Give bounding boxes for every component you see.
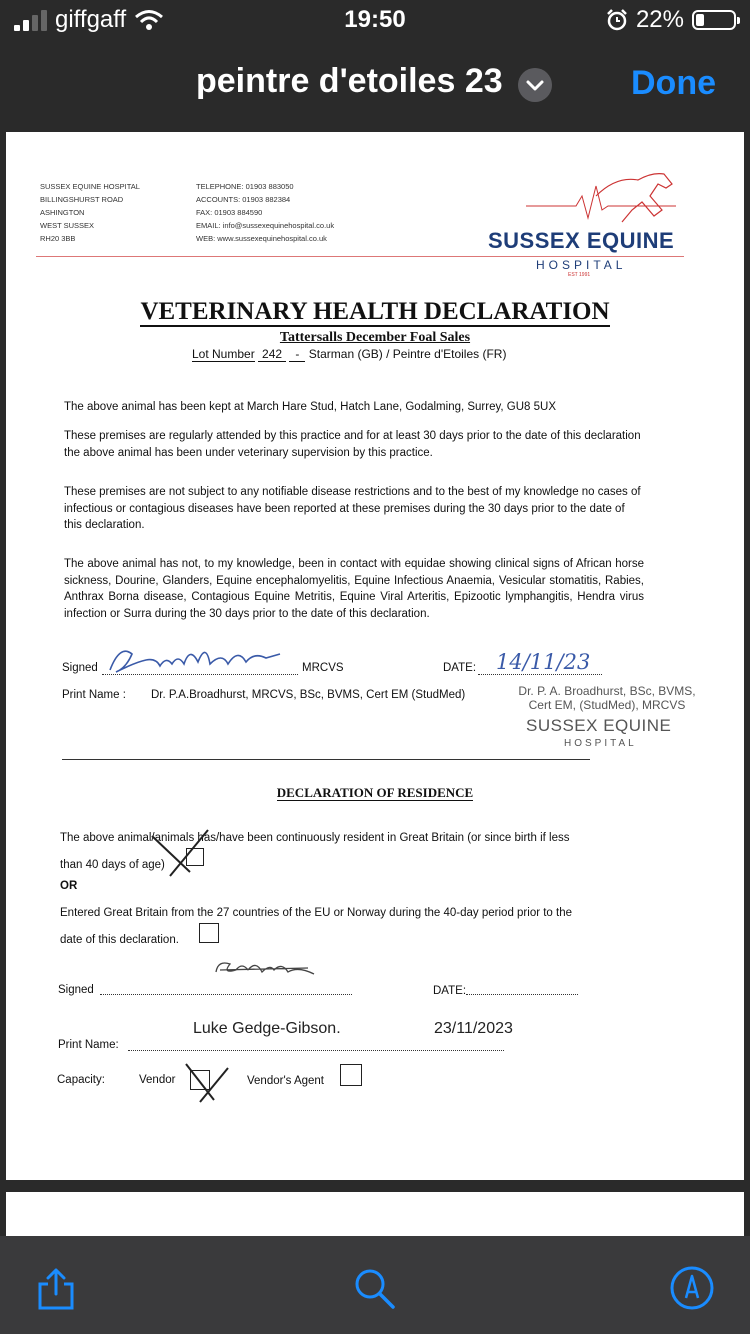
lot-label: Lot Number xyxy=(192,347,255,361)
owner-name: Luke Gedge-Gibson. xyxy=(193,1020,341,1037)
res-line-1: The above animal/animals has/have been continuously resident in Great Britain (or since birth if less xyxy=(60,832,570,844)
address-line: BILLINGSHURST ROAD xyxy=(40,195,124,204)
para-contact-diseases: The above animal has not, to my knowledge, been in contact with equidae showing clinical signs of African horse sickness, Dourine, Glanders, Equine encephalomyelitis, Equine Infectious Anaemia, Vesicular stomatitis, Rabies, Anthrax Borna disease, Contagious Equine Metritis, Equine Viral Arteritis, Epizootic lymphangitis, Hendra virus infection or Surra during the 30 days prior to the date of this declaration. xyxy=(64,558,644,620)
vet-name: Dr. P.A.Broadhurst, MRCVS, BSc, BVMS, Cert EM (StudMed) xyxy=(151,689,466,701)
print-name2-label: Print Name: xyxy=(58,1039,119,1051)
stamp-line: Dr. P. A. Broadhurst, BSc, BVMS, xyxy=(518,684,696,698)
header-rule xyxy=(36,256,684,257)
vet-stamp xyxy=(502,684,712,712)
done-button[interactable]: Done xyxy=(631,64,716,102)
print-name-label: Print Name : xyxy=(62,689,126,701)
vet-signature xyxy=(106,638,286,678)
status-right xyxy=(606,6,736,34)
signed2-label: Signed xyxy=(58,984,94,996)
contact-line: TELEPHONE: 01903 883050 xyxy=(196,182,294,191)
address-line: ASHINGTON xyxy=(40,208,85,217)
agent-label: Vendor's Agent xyxy=(247,1075,325,1087)
logo-name: SUSSEX EQUINE xyxy=(488,228,675,253)
stamp-hospital-name: SUSSEX EQUINE xyxy=(526,716,672,735)
markup-icon[interactable] xyxy=(670,1266,714,1310)
contact-line: FAX: 01903 884590 xyxy=(196,208,263,217)
page-title xyxy=(6,298,744,326)
vet-date: 14/11/23 xyxy=(496,650,591,674)
contact-line: EMAIL: info@sussexequinehospital.co.uk xyxy=(196,221,335,230)
search-icon[interactable] xyxy=(352,1266,396,1310)
capacity-label: Capacity: xyxy=(57,1074,105,1086)
res-line-3: Entered Great Britain from the 27 countries of the EU or Norway during the 40-day period prior to the xyxy=(60,907,573,919)
horse-logo-icon xyxy=(526,166,676,230)
stamp-line: Cert EM, (StudMed), MRCVS xyxy=(528,698,686,712)
signed-label: Signed xyxy=(62,662,98,674)
address-line: WEST SUSSEX xyxy=(40,221,95,230)
date2-label: DATE: xyxy=(433,985,467,997)
lot-line xyxy=(192,347,506,361)
owner-signature xyxy=(212,954,316,984)
signature2-line xyxy=(100,994,352,995)
date-line xyxy=(478,674,602,675)
para-restrictions: These premises are not subject to any notifiable disease restrictions and to the best of my knowledge no cases of infectious or contagious diseases have been reported at these premises during the 30 days prior to the date of this declaration. xyxy=(64,486,641,531)
stamp-hospital-sub: HOSPITAL xyxy=(564,738,637,749)
hospital-contact xyxy=(196,180,334,245)
status-time: 19:50 xyxy=(344,6,406,33)
owner-date: 23/11/2023 xyxy=(434,1020,513,1037)
residence-title-text: DECLARATION OF RESIDENCE xyxy=(276,785,474,800)
lot-number: 242 xyxy=(258,347,286,362)
alarm-icon xyxy=(606,9,628,31)
contact-line: ACCOUNTS: 01903 882384 xyxy=(196,195,291,204)
bottom-toolbar xyxy=(0,1236,750,1334)
document-page xyxy=(6,132,744,1180)
status-bar xyxy=(0,0,750,40)
lot-horse: Starman (GB) / Peintre d'Etoiles (FR) xyxy=(308,347,507,361)
para-supervision: These premises are regularly attended by this practice and for at least 30 days prior to the date of this declaration the above animal has been under veterinary supervision by this practice. xyxy=(64,430,641,459)
res-line-2: than 40 days of age) xyxy=(60,859,165,871)
date2-line xyxy=(466,994,578,995)
lot-separator: - xyxy=(289,347,305,362)
chevron-down-icon[interactable] xyxy=(518,68,552,102)
battery-icon xyxy=(692,10,736,30)
date-label: DATE: xyxy=(443,662,477,674)
entered-gb-checkbox[interactable] xyxy=(199,923,219,943)
or-label: OR xyxy=(60,880,78,892)
contact-line: WEB: www.sussexequinehospital.co.uk xyxy=(196,234,327,243)
residence-title xyxy=(6,785,744,801)
logo-subtitle: HOSPITAL xyxy=(536,258,627,272)
vendor-label: Vendor xyxy=(139,1074,176,1086)
battery-percent: 22% xyxy=(635,6,684,33)
title-text: VETERINARY HEALTH DECLARATION xyxy=(140,298,610,325)
logo-est: EST 1991 xyxy=(568,272,591,278)
nav-title[interactable]: peintre d'etoiles 23 xyxy=(196,62,503,100)
next-page xyxy=(6,1192,744,1236)
share-icon[interactable] xyxy=(34,1266,78,1310)
carrier-label: giffgaff xyxy=(55,6,127,33)
mrcvs-label: MRCVS xyxy=(302,662,344,674)
agent-checkbox[interactable] xyxy=(340,1064,362,1086)
cross-mark-icon xyxy=(150,828,212,878)
sale-subtitle: Tattersalls December Foal Sales xyxy=(279,330,471,345)
section-divider xyxy=(62,759,590,760)
hospital-address xyxy=(40,180,140,245)
res-line-4: date of this declaration. xyxy=(60,934,179,946)
print-name2-line xyxy=(128,1050,504,1051)
address-line: SUSSEX EQUINE HOSPITAL xyxy=(40,182,140,191)
cross-mark-icon xyxy=(184,1062,230,1104)
address-line: RH20 3BB xyxy=(40,234,76,243)
para-premises: The above animal has been kept at March Hare Stud, Hatch Lane, Godalming, Surrey, GU8 5UX xyxy=(64,401,556,413)
nav-bar xyxy=(0,44,750,128)
